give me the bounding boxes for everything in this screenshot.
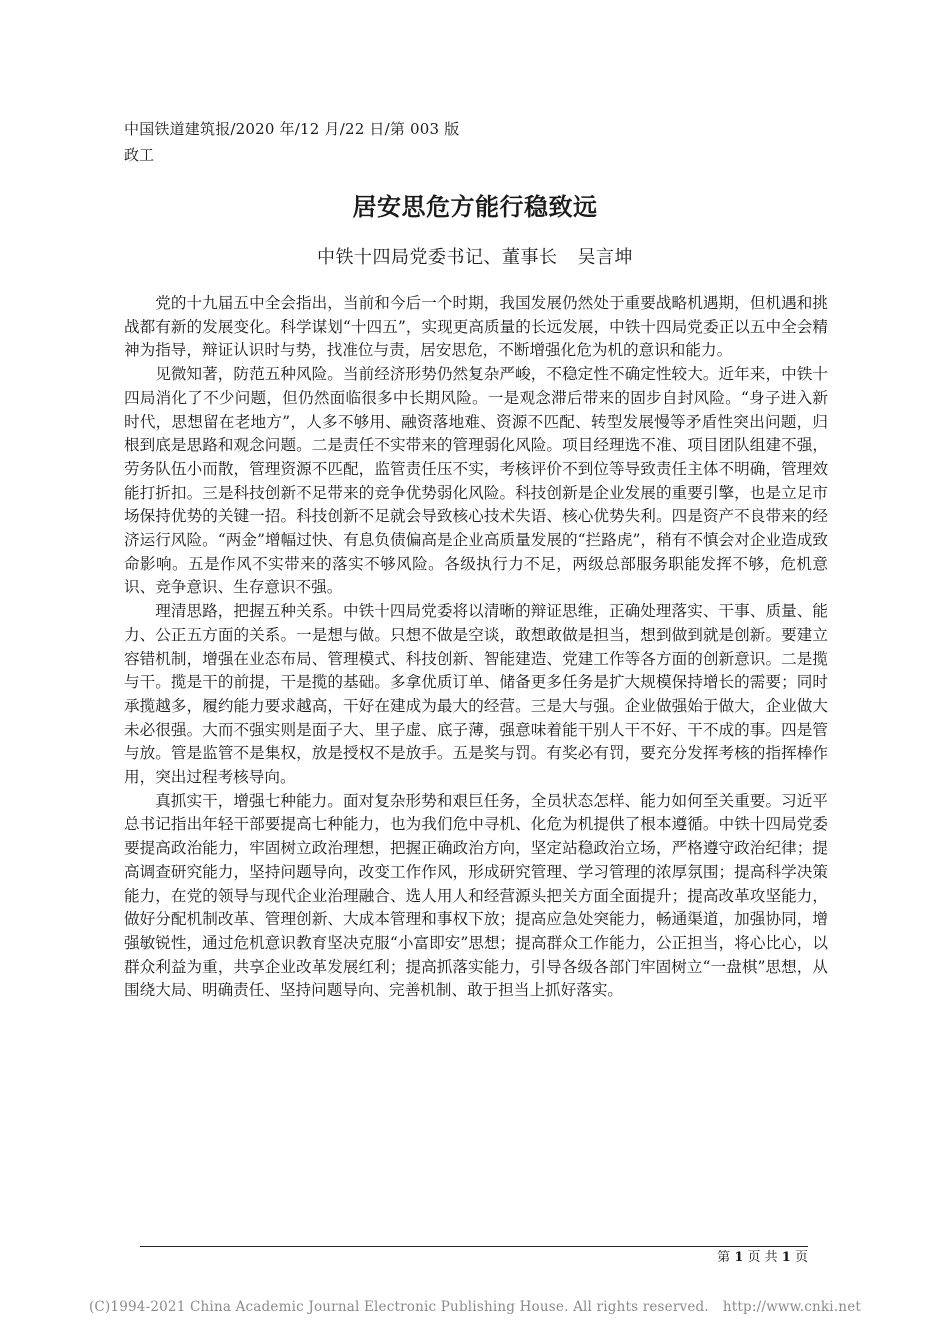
page-current: 1: [734, 1250, 744, 1265]
article-body: [124, 292, 828, 1003]
page-mid: 页 共: [747, 1250, 778, 1265]
page-number: [717, 1249, 808, 1267]
copyright-notice: [0, 1297, 950, 1317]
byline: [0, 244, 950, 272]
page-prefix: 第: [717, 1250, 731, 1265]
copyright-text: (C)1994-2021 China Academic Journal Electronic Publishing House. All rights reserved.: [88, 1299, 709, 1315]
author-name: 吴言坤: [577, 247, 633, 268]
paragraph-4: 真抓实干，增强七种能力。面对复杂形势和艰巨任务，全员状态怎样、能力如何至关重要。习近平总书记指出年轻干部要提高七种能力，也为我们危中寻机、化危为机提供了根本遵循。中铁十四局党委要提高政治能力，牢固树立政治理想，把握正确政治方向，坚定站稳政治立场，严格遵守政治纪律；提高调查研究能力，坚持问题导向，改变工作作风，形成研究管理、学习管理的浓厚氛围；提高科学决策能力，在党的领导与现代企业治理融合、选人用人和经营源头把关方面全面提升；提高改革攻坚能力，做好分配机制改革、管理创新、大成本管理和事权下放；提高应急处突能力，畅通渠道，加强协同，增强敏锐性，通过危机意识教育坚决克服“小富即安”思想；提高群众工作能力，公正担当，将心比心，以群众利益为重，共享企业改革发展红利；提高抓落实能力，引导各级各部门牢固树立“一盘棋”思想，从围绕大局、明确责任、坚持问题导向、完善机制、敢于担当上抓好落实。: [124, 791, 828, 1000]
section-label: 政工: [124, 146, 155, 164]
article-title: 居安思危方能行稳致远: [352, 192, 598, 221]
footer-divider: [140, 1246, 808, 1247]
author-organization: 中铁十四局党委书记、董事长: [317, 247, 558, 268]
page-suffix: 页: [794, 1250, 808, 1265]
page-total: 1: [781, 1250, 791, 1265]
paragraph-3: 理清思路，把握五种关系。中铁十四局党委将以清晰的辩证思维，正确处理落实、干事、质量、能力、公正五方面的关系。一是想与做。只想不做是空谈，敢想敢做是担当，想到做到就是创新。要建立容错机制，增强在业态布局、管理模式、科技创新、智能建造、党建工作等各方面的创新意识。二是揽与干。揽是干的前提，干是揽的基础。多拿优质订单、储备更多任务是扩大规模保持增长的需要；同时承揽越多，履约能力要求越高，干好在建成为最大的经营。三是大与强。企业做强始于做大，企业做大未必很强。大而不强实则是面子大、里子虚、底子薄，强意味着能干别人干不好、干不成的事。四是管与放。管是监管不是集权，放是授权不是放手。五是奖与罚。有奖必有罚，要充分发挥考核的指挥棒作用，突出过程考核导向。: [124, 602, 828, 787]
source-info: 中国铁道建筑报/2020 年/12 月/22 日/第 003 版: [124, 120, 460, 138]
website-link[interactable]: http://www.cnki.net: [722, 1299, 862, 1315]
paragraph-2: 见微知著，防范五种风险。当前经济形势仍然复杂严峻，不稳定性不确定性较大。近年来，中铁十四局消化了不少问题，但仍然面临很多中长期风险。一是观念滞后带来的固步自封风险。“身子进入新时代，思想留在老地方”，人多不够用、融资落地难、资源不匹配、转型发展慢等矛盾性突出问题，归根到底是思路和观念问题。二是责任不实带来的管理弱化风险。项目经理选不准、项目团队组建不强，劳务队伍小而散，管理资源不匹配，监管责任压不实，考核评价不到位等导致责任主体不明确，管理效能打折扣。三是科技创新不足带来的竞争优势弱化风险。科技创新是企业发展的重要引擎，也是立足市场保持优势的关键一招。科技创新不足就会导致核心技术失语、核心优势失利。四是资产不良带来的经济运行风险。“两金”增幅过快、有息负债偏高是企业高质量发展的“拦路虎”，稍有不慎会对企业造成致命影响。五是作风不实带来的落实不够风险。各级执行力不足，两级总部服务职能发挥不够，危机意识、竞争意识、生存意识不强。: [124, 365, 828, 597]
paragraph-1: 党的十九届五中全会指出，当前和今后一个时期，我国发展仍然处于重要战略机遇期，但机遇和挑战都有新的发展变化。科学谋划“十四五”，实现更高质量的长远发展，中铁十四局党委正以五中全会精神为指导，辩证认识时与势，找准位与责，居安思危，不断增强化危为机的意识和能力。: [124, 294, 828, 360]
